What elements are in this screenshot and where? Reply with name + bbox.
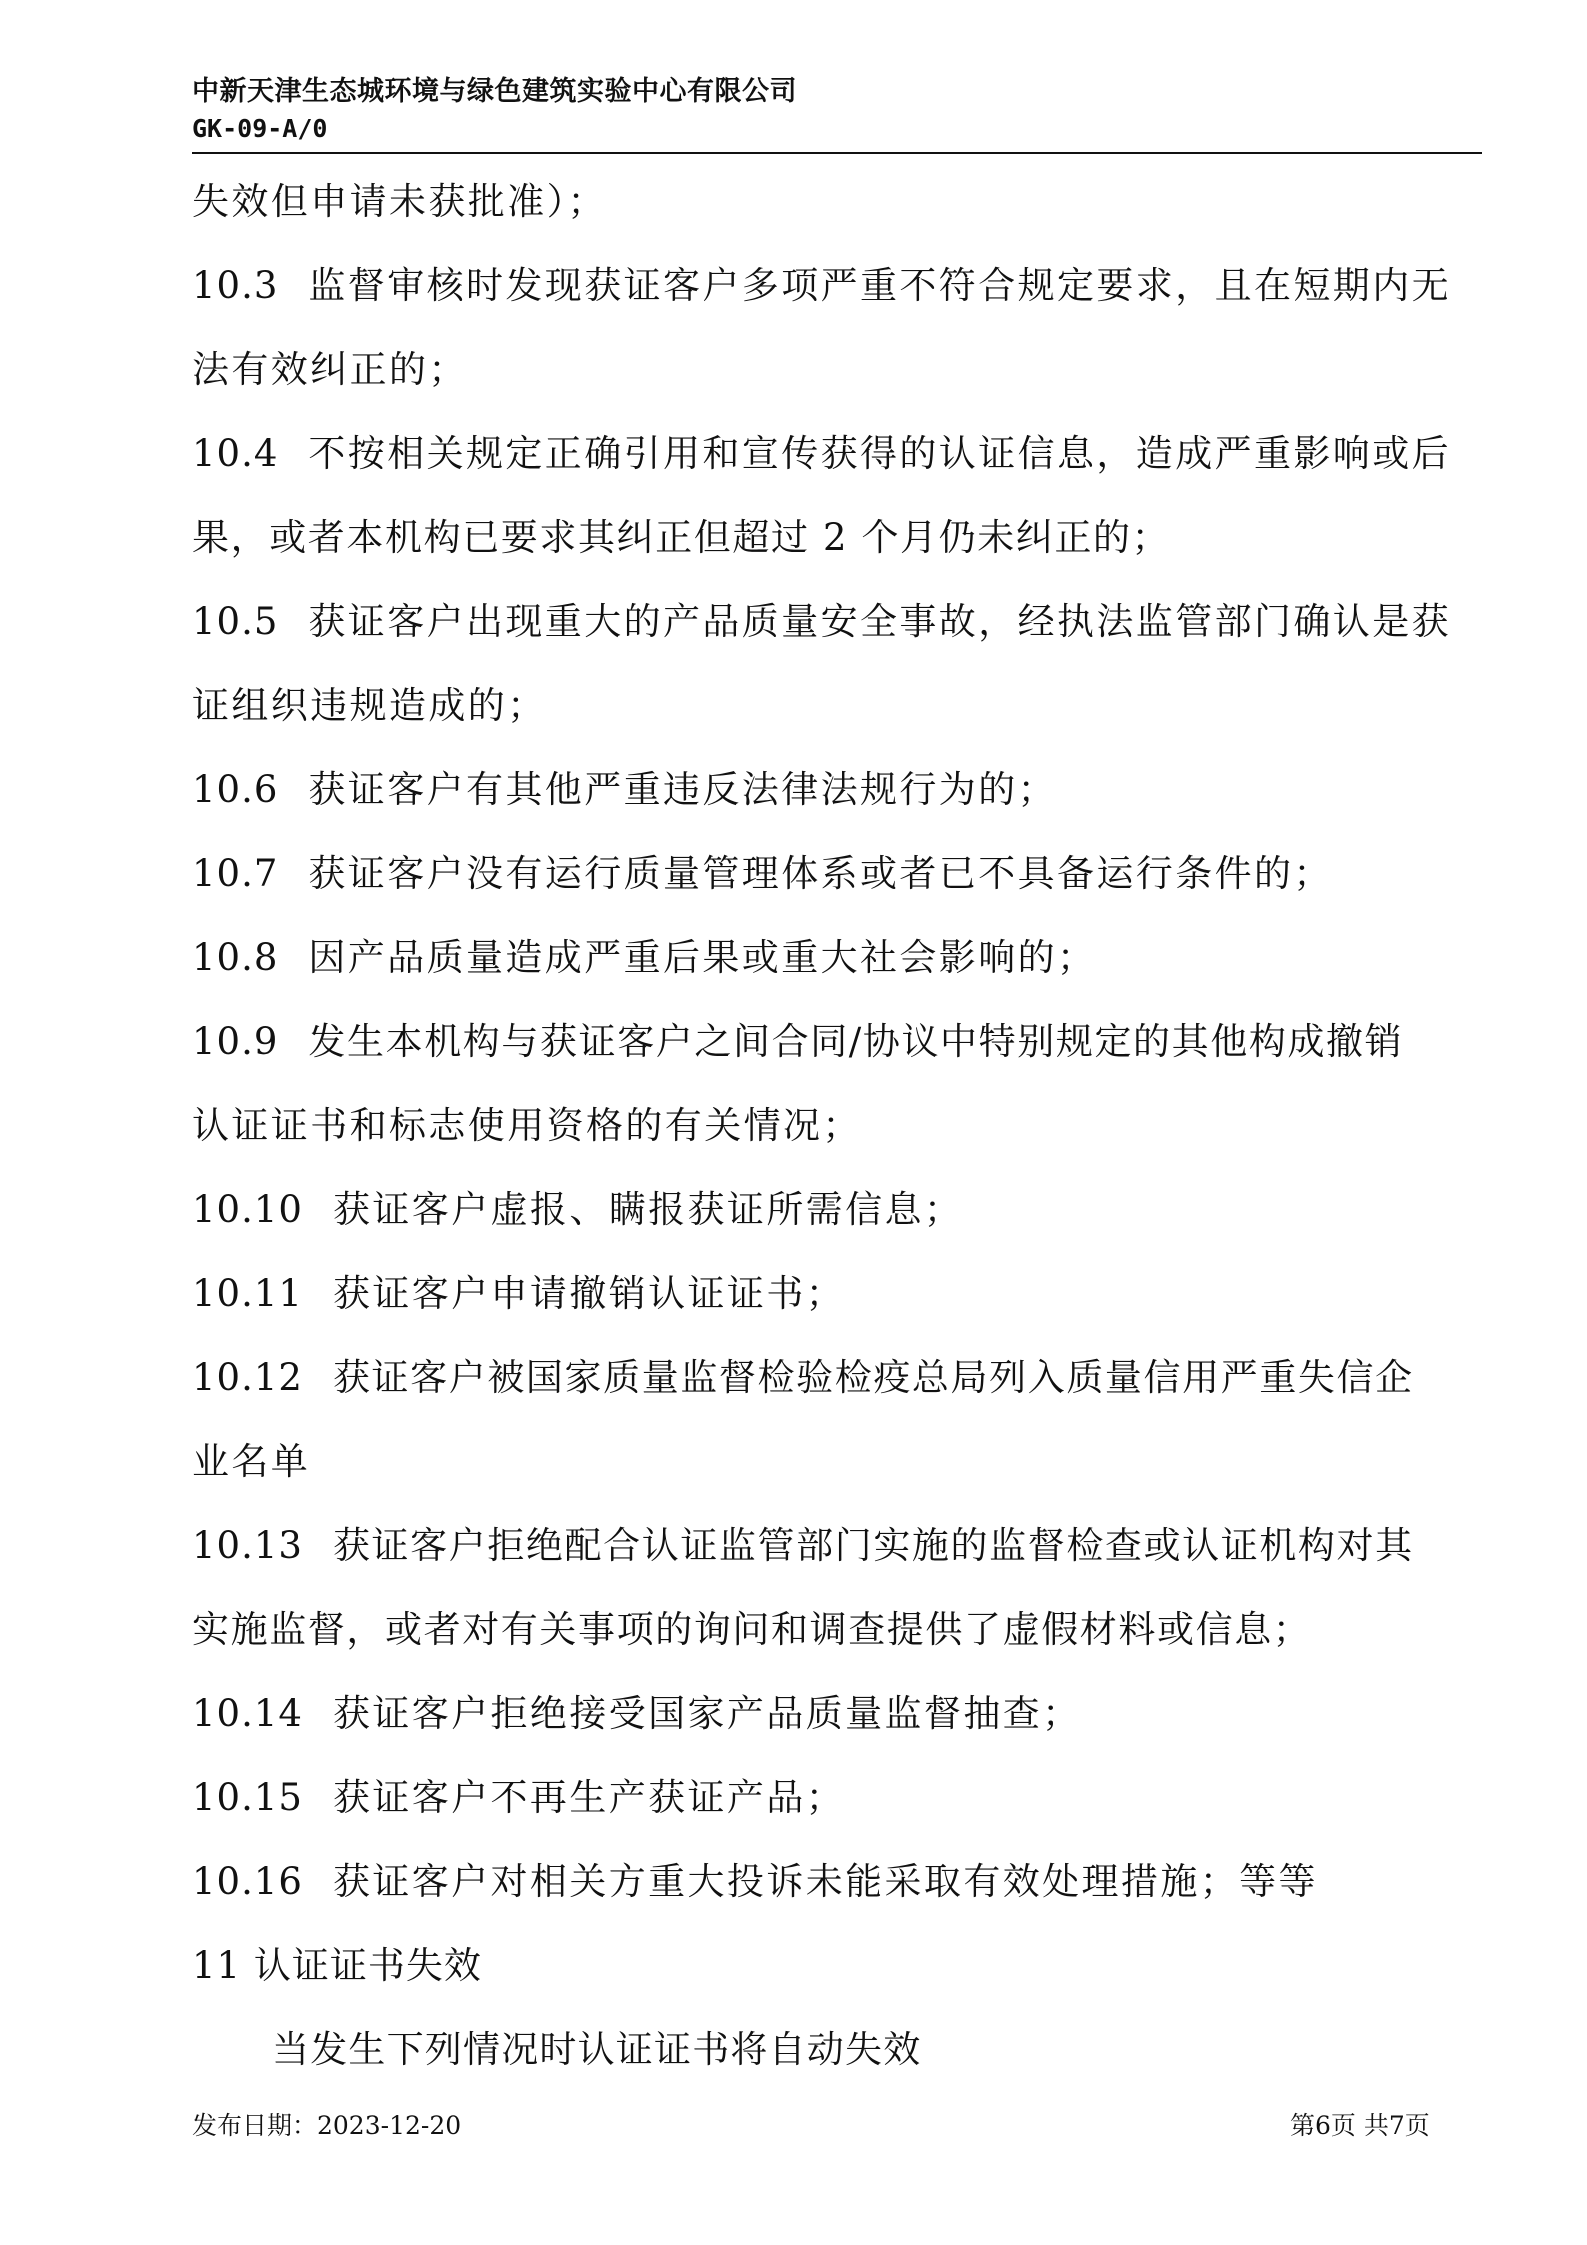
clause-10-12 <box>192 1336 1482 1420</box>
clause-10-4 <box>192 412 1482 496</box>
clause-number: 10.6 <box>192 768 279 811</box>
clause-text: 获证客户拒绝接受国家产品质量监督抽查； <box>332 1692 1082 1735</box>
clause-10-5 <box>192 580 1482 664</box>
clause-text: 获证客户不再生产获证产品； <box>332 1776 846 1819</box>
text-line: 认证证书和标志使用资格的有关情况； <box>192 1104 862 1147</box>
clause-text: 获证客户被国家质量监督检验检疫总局列入质量信用严重失信企 <box>332 1356 1414 1399</box>
clause-text: 获证客户申请撤销认证证书； <box>332 1272 846 1315</box>
section-11-heading: 11 认证证书失效 <box>192 1944 482 1987</box>
text-line: 证组织违规造成的； <box>192 684 547 727</box>
text-line: 实施监督，或者对有关事项的询问和调查提供了虚假材料或信息； <box>192 1608 1312 1651</box>
company-name: 中新天津生态城环境与绿色建筑实验中心有限公司 <box>192 76 797 107</box>
clause-number: 10.15 <box>192 1776 303 1819</box>
text-line: 业名单 <box>192 1440 311 1483</box>
clause-text: 获证客户对相关方重大投诉未能采取有效处理措施；等等 <box>332 1860 1318 1903</box>
clause-number: 10.16 <box>192 1860 303 1903</box>
text-line: 失效但申请未获批准）； <box>192 180 607 223</box>
clause-10-7 <box>192 832 1482 916</box>
clause-text: 因产品质量造成严重后果或重大社会影响的； <box>308 936 1097 979</box>
text-line: 法有效纠正的； <box>192 348 468 391</box>
text-line: 果，或者本机构已要求其纠正但超过 2 个月仍未纠正的； <box>192 516 1171 559</box>
clause-number: 10.5 <box>192 600 279 643</box>
clause-number: 10.8 <box>192 936 279 979</box>
clause-number: 10.9 <box>192 1020 279 1063</box>
clause-10-15 <box>192 1756 1482 1840</box>
clause-number: 10.14 <box>192 1692 303 1735</box>
clause-text: 获证客户虚报、瞒报获证所需信息； <box>332 1188 964 1231</box>
clause-number: 10.4 <box>192 432 279 475</box>
clause-number: 10.10 <box>192 1188 303 1231</box>
document-body <box>192 160 1482 2092</box>
clause-10-6 <box>192 748 1482 832</box>
clause-number: 10.3 <box>192 264 279 307</box>
clause-10-13 <box>192 1504 1482 1588</box>
clause-10-3 <box>192 244 1482 328</box>
clause-number: 10.7 <box>192 852 279 895</box>
clause-10-8 <box>192 916 1482 1000</box>
page-number: 第6页 共7页 <box>1290 2111 1430 2140</box>
release-date: 发布日期：2023-12-20 <box>192 2111 462 2140</box>
header-divider <box>192 152 1482 154</box>
clause-text: 监督审核时发现获证客户多项严重不符合规定要求，且在短期内无 <box>308 264 1451 307</box>
clause-number: 10.11 <box>192 1272 303 1315</box>
page-header <box>192 72 1482 146</box>
clause-10-16 <box>192 1840 1482 1924</box>
clause-number: 10.12 <box>192 1356 303 1399</box>
clause-text: 获证客户没有运行质量管理体系或者已不具备运行条件的； <box>308 852 1333 895</box>
clause-text: 获证客户出现重大的产品质量安全事故，经执法监管部门确认是获 <box>308 600 1451 643</box>
clause-10-10 <box>192 1168 1482 1252</box>
clause-text: 获证客户有其他严重违反法律法规行为的； <box>308 768 1057 811</box>
clause-10-11 <box>192 1252 1482 1336</box>
section-11-intro: 当发生下列情况时认证证书将自动失效 <box>272 2028 922 2071</box>
clause-text: 不按相关规定正确引用和宣传获得的认证信息，造成严重影响或后 <box>308 432 1451 475</box>
document-code: GK-09-A/0 <box>192 114 328 143</box>
clause-10-9 <box>192 1000 1482 1084</box>
clause-10-14 <box>192 1672 1482 1756</box>
clause-text: 获证客户拒绝配合认证监管部门实施的监督检查或认证机构对其 <box>332 1524 1414 1567</box>
clause-number: 10.13 <box>192 1524 303 1567</box>
clause-text: 发生本机构与获证客户之间合同/协议中特别规定的其他构成撤销 <box>308 1020 1404 1063</box>
